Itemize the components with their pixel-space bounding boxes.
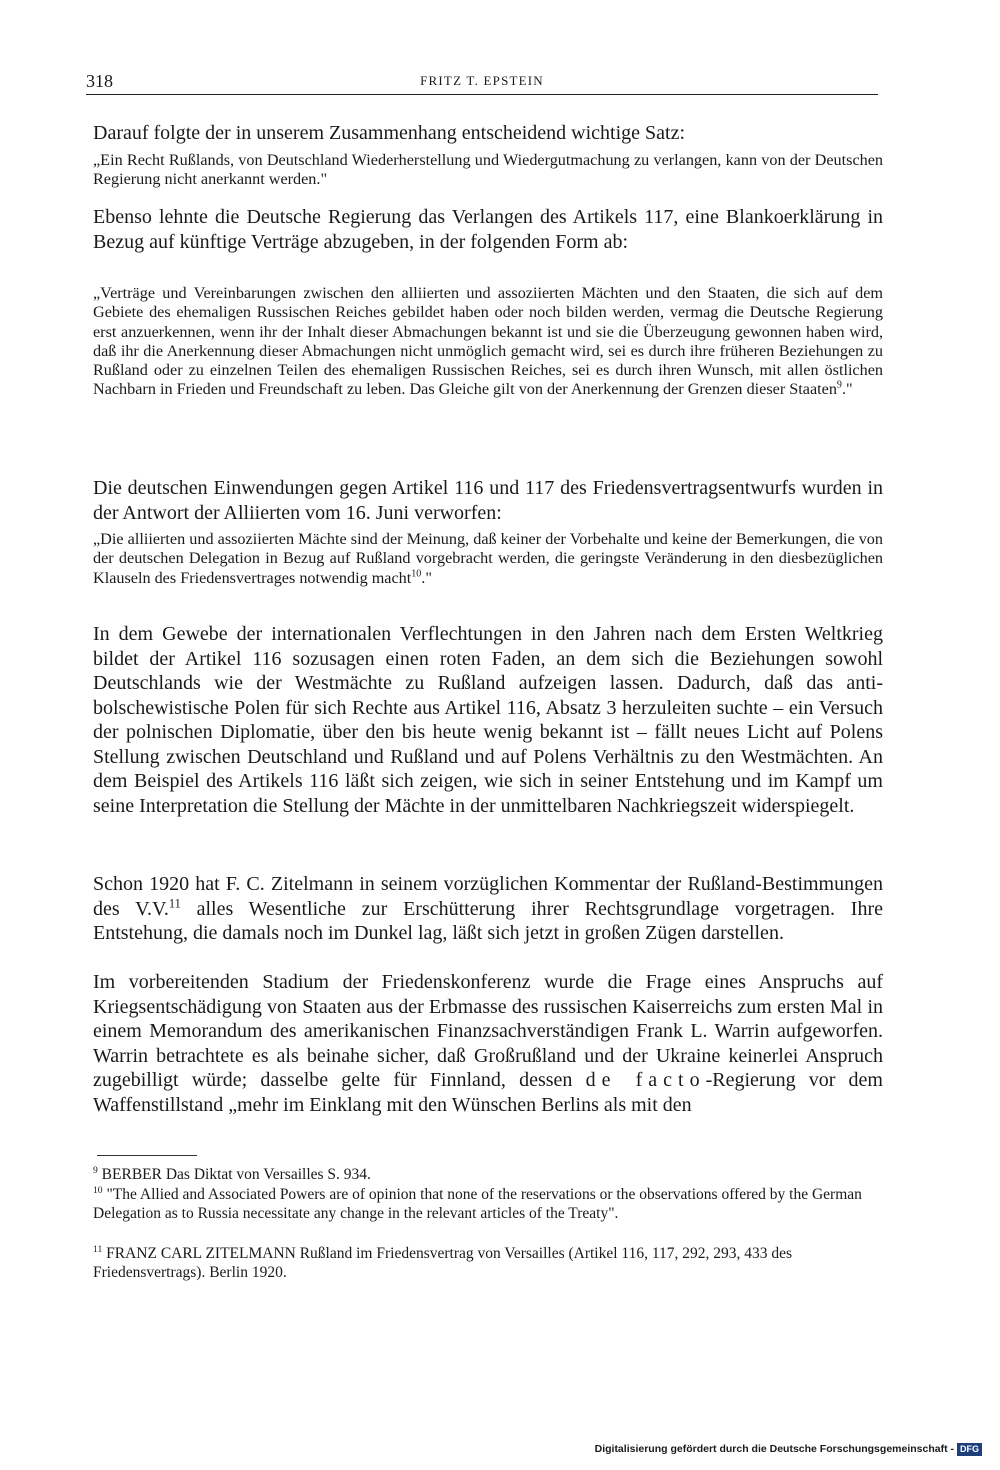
quote-2-text: „Verträge und Vereinbarungen zwischen den alliierten und assoziierten Mächten und den Staaten, die sich auf dem Gebiete des ehemaligen Russischen Reiches gebildet haben oder noch bilden werden, vermag die Deutsche Regierung erst anzuerkennen, wenn ihr der Inhalt dieser Abmachungen bekannt ist und sie die Überzeugung gewonnen haben wird, daß ihr die Anerkennung dieser Abmachungen nicht unmöglich gemacht wird, sei es durch ihre früheren Beziehungen zu Rußland oder zu einzelnen Teilen des ehemaligen Russischen Reiches, sei es durch ihren Wunsch, mit allen östlichen Nachbarn in Frieden und Freundschaft zu leben. Das Gleiche gilt von der Anerkennung der Grenzen dieser Staaten: [93, 284, 883, 399]
paragraph-5-text-b: alles Wesentliche zur Erschütterung ihrer Rechtsgrundlage vorgetragen. Ihre Entstehung, die damals noch im Dunkel lag, läßt sich jetzt in großen Zügen darstellen.: [93, 897, 883, 944]
quote-2-end: .": [841, 380, 853, 399]
footnote-9: [93, 1166, 883, 1185]
credit-text: Digitalisierung gefördert durch die Deutsche Forschungsgemeinschaft -: [594, 1443, 954, 1455]
footnote-ref-11: 11: [168, 895, 181, 910]
quote-3-end: .": [421, 568, 432, 587]
paragraph-1: Darauf folgte der in unserem Zusammenhang entscheidend wichtige Satz:: [93, 122, 686, 144]
page-header: [86, 70, 878, 95]
footnote-9-text: BERBER Das Diktat von Versailles S. 934.: [97, 1166, 371, 1183]
footnote-9-number: 9: [93, 1164, 98, 1176]
paragraph-4: In dem Gewebe der internationalen Verflechtungen in den Jahren nach dem Ersten Weltkrieg bildet der Artikel 116 sozusagen einen roten Faden, an dem sich die Beziehungen sowohl Deutschlands wie der Westmächte zu Rußland aufzeigen lassen. Dadurch, daß das anti-bolschewistische Polen für sich Rechte aus Artikel 116, Absatz 3 herzuleiten suchte – ein Versuch der polnischen Diplomatie, über den bis heute wenig bekannt ist – fällt neues Licht auf Polens Stellung zwischen Deutschland und Rußland und auf Polens Verhältnis zu den Westmächten. An dem Beispiel des Artikels 116 läßt sich zeigen, wie sich in seiner Entstehung und im Kampf um seine Interpretation die Stellung der Mächte in der unmittelbaren Nachkriegszeit widerspiegelt.: [93, 623, 883, 817]
footnote-10-number: 10: [93, 1184, 103, 1196]
block-quote-1: „Ein Recht Rußlands, von Deutschland Wiederherstellung und Wiedergutmachung zu verlangen, kann von der Deutschen Regierung nicht anerkannt werden.": [93, 151, 883, 189]
footnote-11: [93, 1245, 883, 1283]
footnote-11-text: FRANZ CARL ZITELMANN Rußland im Friedensvertrag von Versailles (Artikel 116, 117, 292, 293, 433 des Friedensvertrags). Berlin 1920.: [93, 1245, 793, 1281]
paragraph-6-text-b: -Regierung vor dem Waffenstillstand „mehr im Einklang mit den Wünschen Berlins als mit den: [93, 1069, 883, 1116]
quote-3-text: „Die alliierten und assoziierten Mächte sind der Meinung, daß keiner der Vorbehalte und keine der Bemerkungen, die von der deutschen Delegation in Bezug auf Rußland vorgebracht werden, die geringste Veränderung in den diesbezüglichen Klauseln des Friedensvertrages notwendig macht: [93, 530, 883, 587]
footnote-10-text: "The Allied and Associated Powers are of opinion that none of the reservations or the observations offered by the German Delegation as to Russia necessitate any change in the relevant articles of the Treaty".: [93, 1186, 862, 1222]
paragraph-5: [93, 872, 883, 946]
paragraph-5-text-a: Schon 1920 hat F. C. Zitelmann in seinem vorzüglichen Kommentar der Rußland-Bestimmungen des V.V.: [93, 873, 883, 920]
running-head: FRITZ T. EPSTEIN: [420, 73, 544, 88]
dfg-logo: DFG: [957, 1443, 982, 1456]
paragraph-3: Die deutschen Einwendungen gegen Artikel 116 und 117 des Friedensvertragsentwurfs wurden in der Antwort der Alliierten vom 16. Juni verworfen:: [93, 477, 883, 524]
paragraph-6: [93, 970, 883, 1117]
footnote-ref-9: 9: [836, 380, 842, 392]
paragraph-2: Ebenso lehnte die Deutsche Regierung das Verlangen des Artikels 117, eine Blankoerklärung in Bezug auf künftige Verträge abzugeben, in der folgenden Form ab:: [93, 206, 883, 253]
footnote-11-number: 11: [93, 1243, 103, 1255]
footnote-divider: [97, 1155, 197, 1156]
footnote-10: [93, 1186, 883, 1224]
footnote-ref-10: 10: [411, 568, 422, 580]
block-quote-2: [93, 284, 883, 400]
digitization-credit: [595, 1442, 982, 1456]
page-number: 318: [86, 71, 113, 91]
paragraph-6-emphasis: de facto: [585, 1069, 706, 1091]
paragraph-6-text-a: Im vorbereitenden Stadium der Friedenskonferenz wurde die Frage eines Anspruchs auf Kriegsentschädigung von Staaten aus der Erbmasse des russischen Kaiserreichs zum ersten Mal in einem Memorandum des amerikanischen Finanzsachverständigen Frank L. Warrin aufgeworfen. Warrin betrachtete es als beinahe sicher, daß Großrußland und der Ukraine keinerlei Anspruch zugebilligt würde; dasselbe gelte für Finnland, dessen: [93, 971, 883, 1091]
block-quote-3: [93, 530, 883, 588]
